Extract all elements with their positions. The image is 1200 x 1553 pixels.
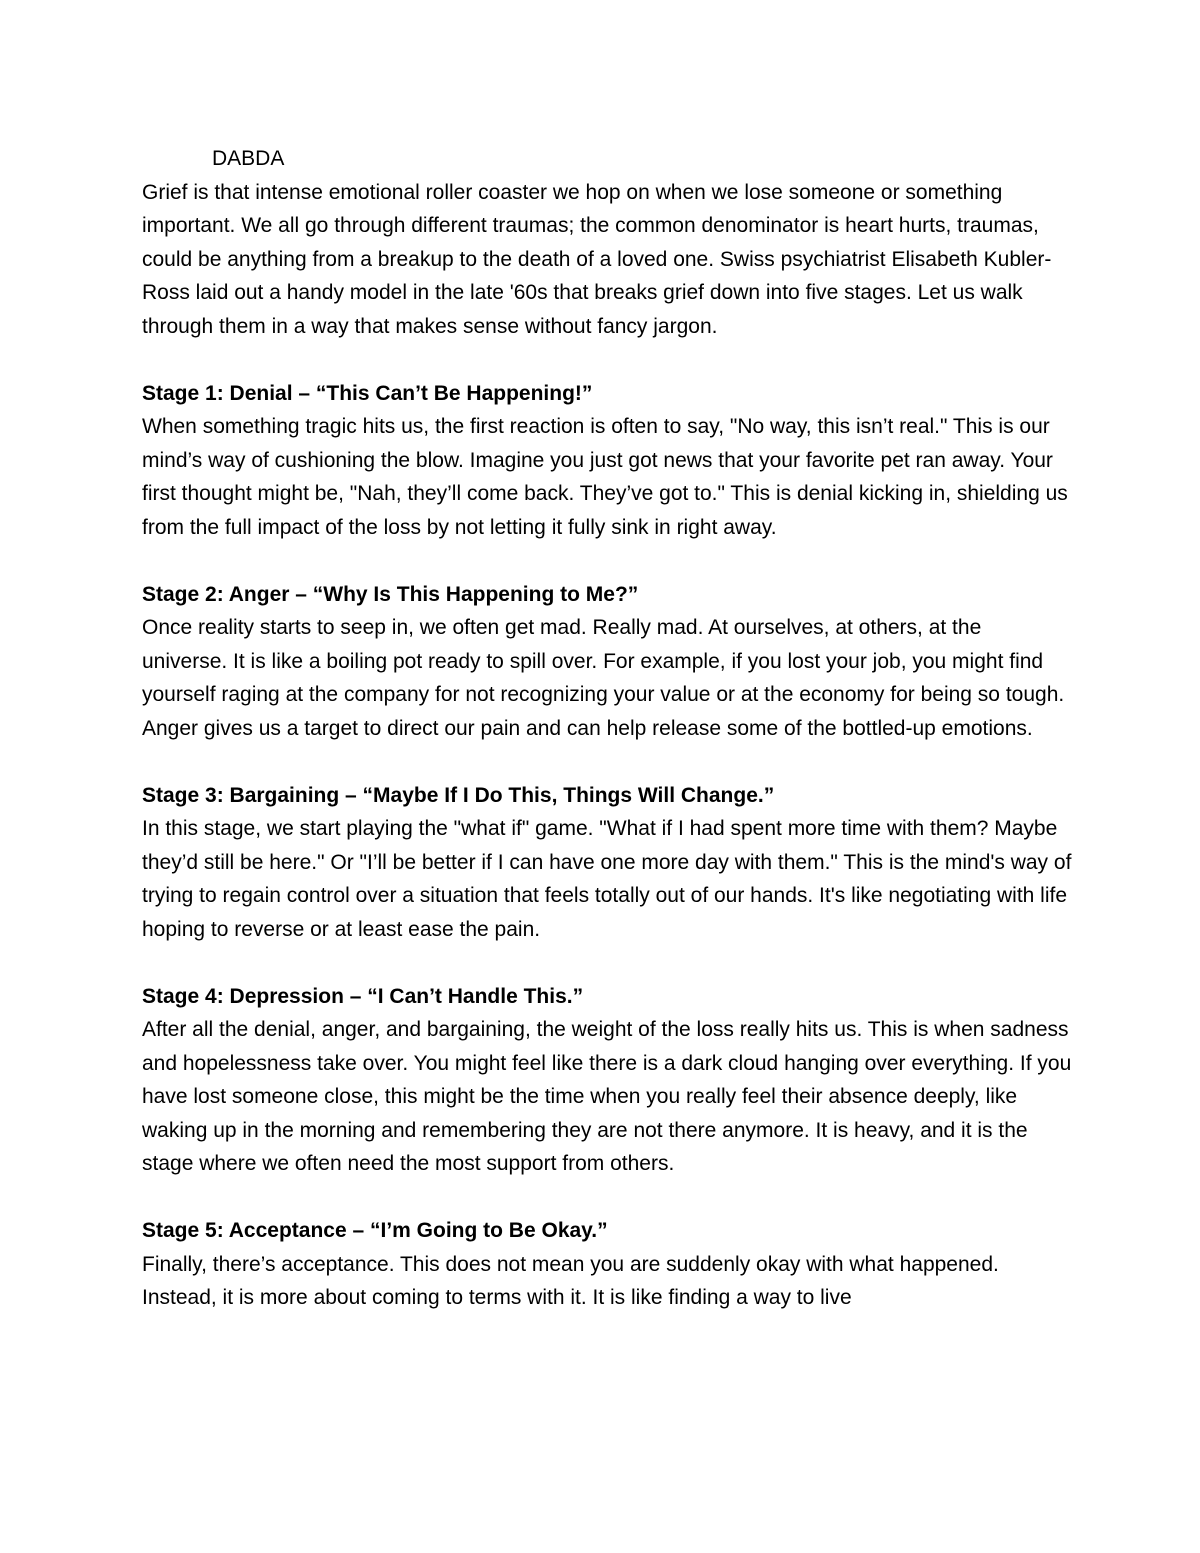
stage-4-heading: Stage 4: Depression – “I Can’t Handle This.” <box>142 984 584 1008</box>
stage-1-heading: Stage 1: Denial – “This Can’t Be Happening!” <box>142 381 593 405</box>
document-body <box>142 142 1072 1315</box>
stage-5-paragraph: Finally, there’s acceptance. This does not mean you are suddenly okay with what happened. Instead, it is more about coming to terms with it. It is like finding a way to live <box>142 1252 999 1309</box>
stage-3-paragraph: In this stage, we start playing the "what if" game. "What if I had spent more time with them? Maybe they’d still be here." Or "I’ll be better if I can have one more day with them." This is the mind's way of trying to regain control over a situation that feels totally out of our hands. It's like negotiating with life hoping to reverse or at least ease the pain. <box>142 817 1072 941</box>
stage-2-heading: Stage 2: Anger – “Why Is This Happening to Me?” <box>142 582 639 606</box>
document-title: DABDA <box>212 147 285 170</box>
stage-1-paragraph: When something tragic hits us, the first reaction is often to say, "No way, this isn’t real." This is our mind’s way of cushioning the blow. Imagine you just got news that your favorite pet ran away. Your first thought might be, "Nah, they’ll come back. They’ve got to." This is denial kicking in, shielding us from the full impact of the loss by not letting it fully sink in right away. <box>142 415 1068 539</box>
stage-5-heading: Stage 5: Acceptance – “I’m Going to Be Okay.” <box>142 1219 608 1242</box>
stage-3-heading: Stage 3: Bargaining – “Maybe If I Do This, Things Will Change.” <box>142 783 775 807</box>
stage-4-paragraph: After all the denial, anger, and bargaining, the weight of the loss really hits us. This is when sadness and hopelessness take over. You might feel like there is a dark cloud hanging over everything. If you have lost someone close, this might be the time when you really feel their absence deeply, like waking up in the morning and remembering they are not there anymore. It is heavy, and it is the stage where we often need the most support from others. <box>142 1018 1072 1175</box>
intro-paragraph: Grief is that intense emotional roller coaster we hop on when we lose someone or something important. We all go through different traumas; the common denominator is heart hurts, traumas, could be anything from a breakup to the death of a loved one. Swiss psychiatrist Elisabeth Kubler-Ross laid out a handy model in the late '60s that breaks grief down into five stages. Let us walk through them in a way that makes sense without fancy jargon. <box>142 180 1052 338</box>
stage-2-paragraph: Once reality starts to seep in, we often get mad. Really mad. At ourselves, at others, at the universe. It is like a boiling pot ready to spill over. For example, if you lost your job, you might find yourself raging at the company for not recognizing your value or at the economy for being so tough. Anger gives us a target to direct our pain and can help release some of the bottled-up emotions. <box>142 616 1065 740</box>
